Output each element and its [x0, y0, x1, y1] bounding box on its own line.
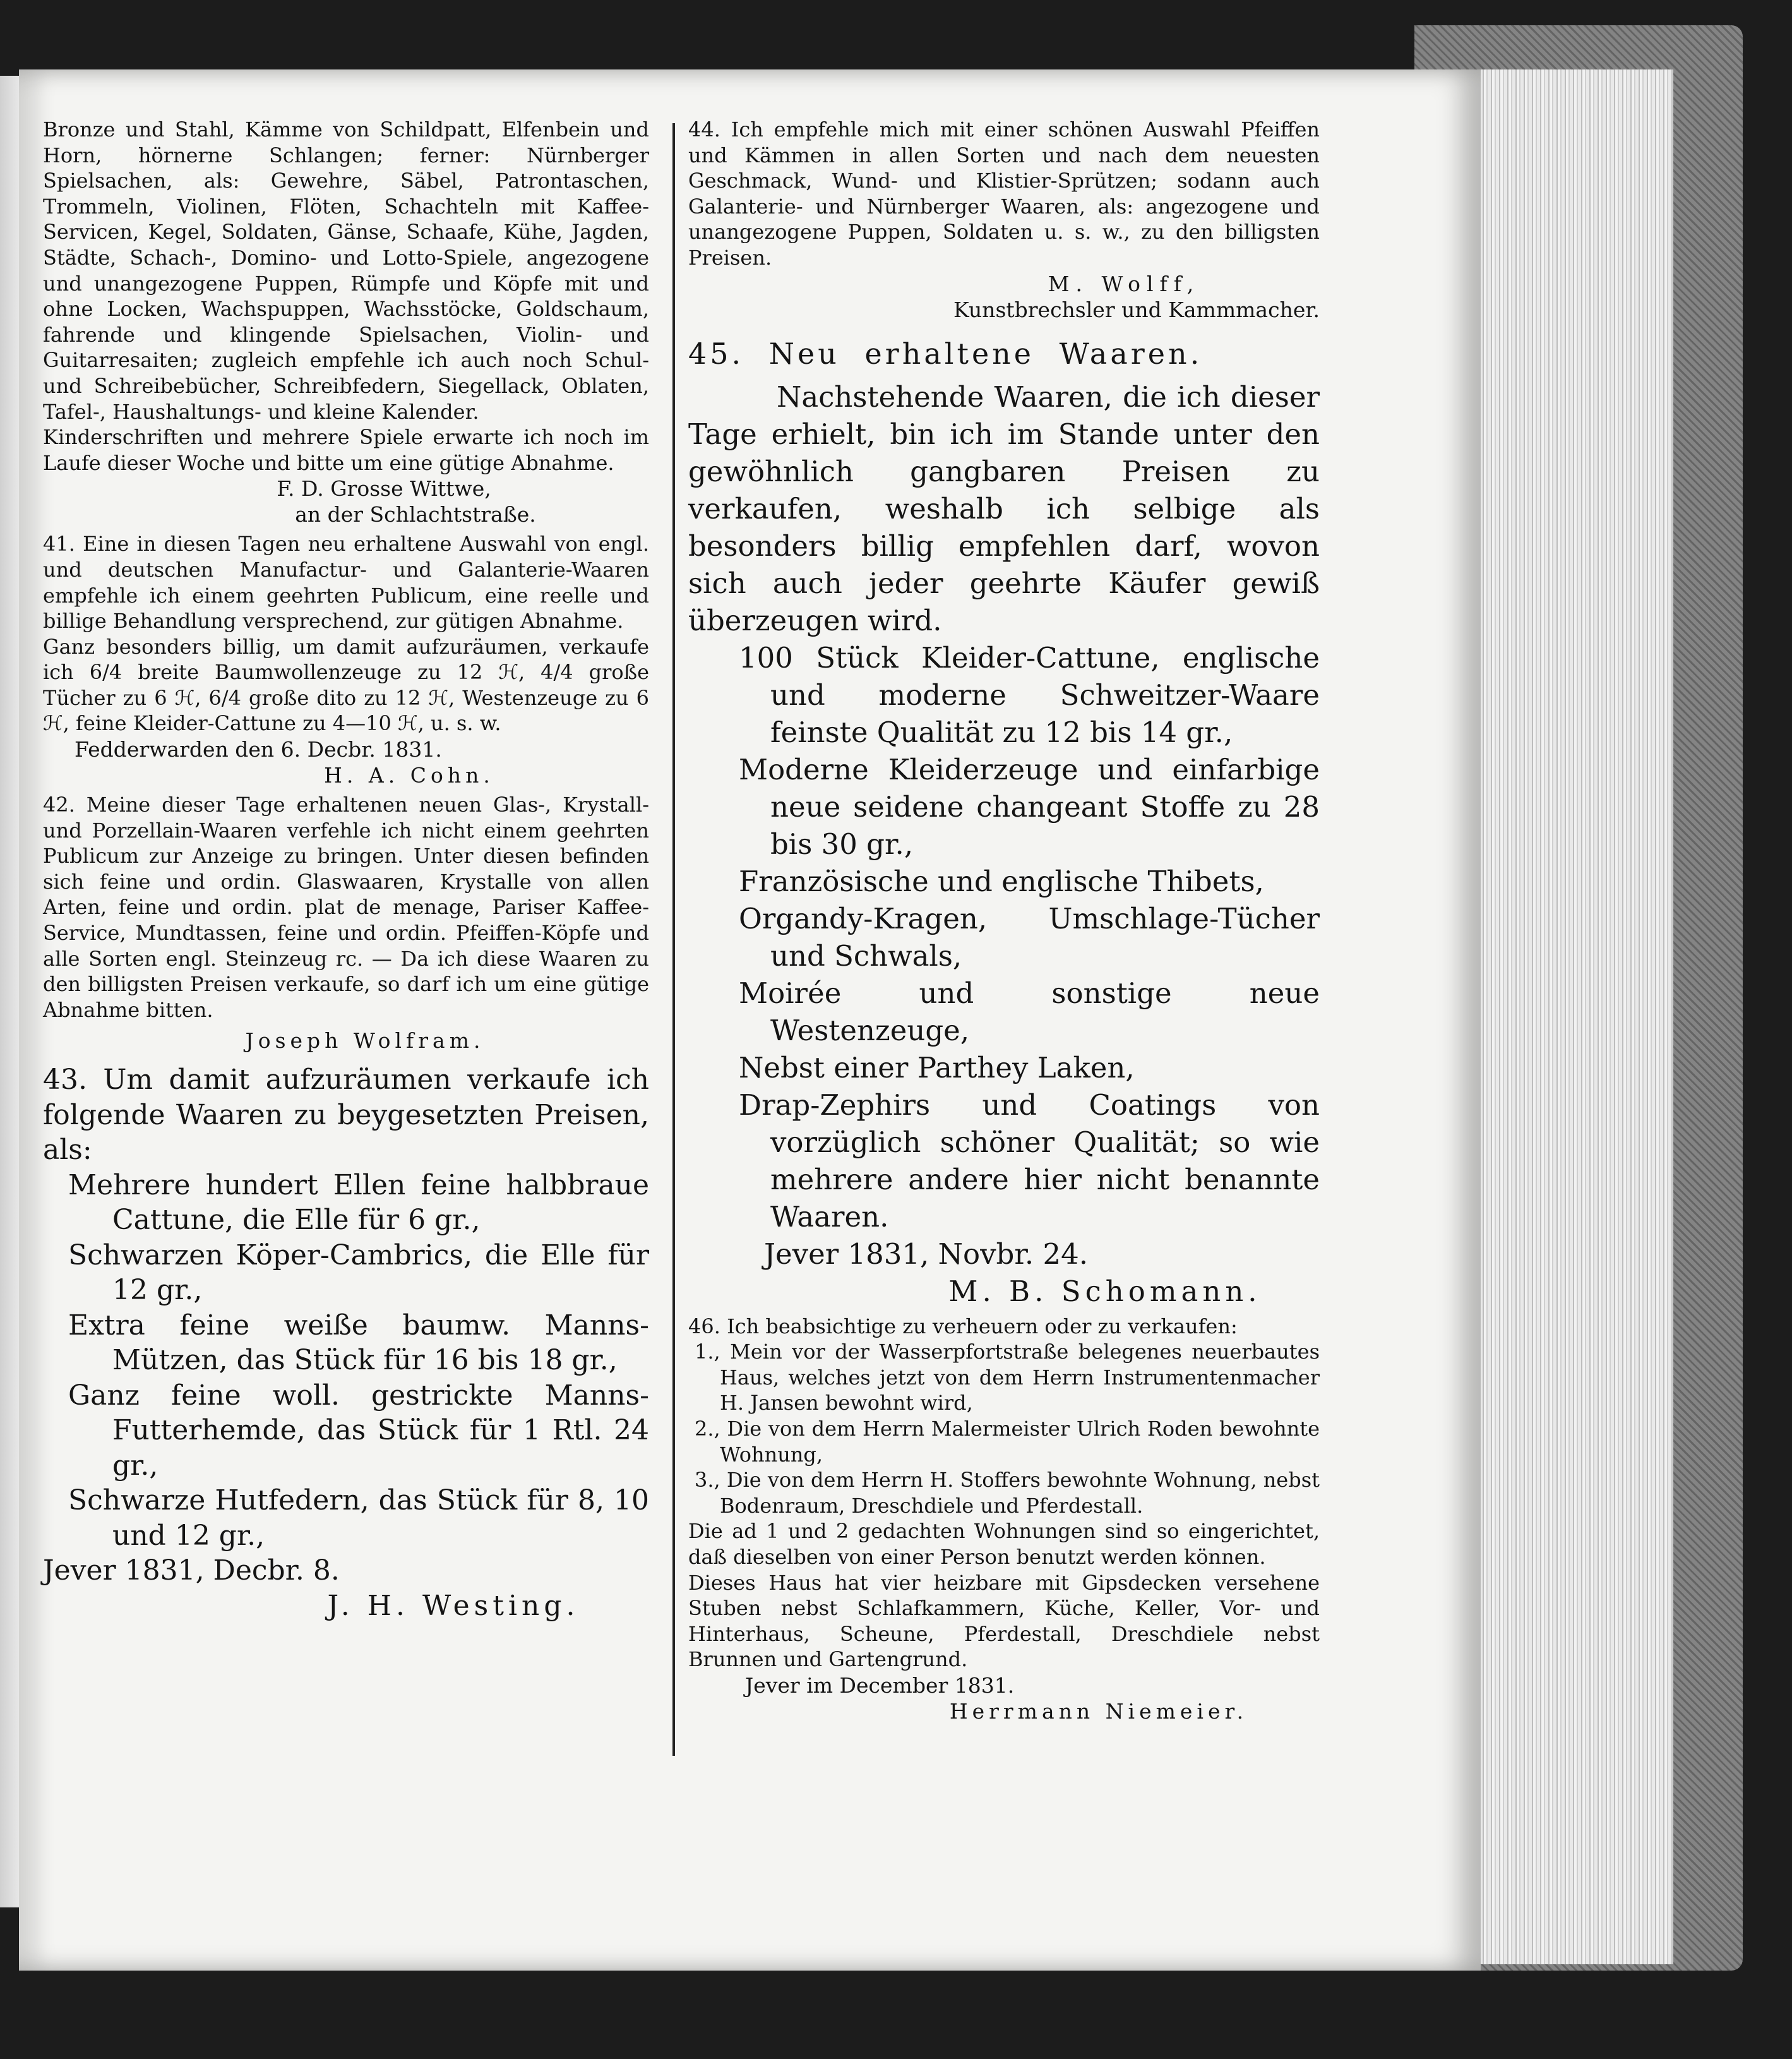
ad-41-text: 41. Eine in diesen Tagen neu erhaltene Auswahl von engl. und deutschen Manufactur- und Galanterie-Waaren empfehle ich einem geehrten Publicum, eine reelle und billige Behandlung versprechend, zur gütigen Abnahme.: [43, 532, 649, 633]
ad-43-signature: J. H. Westing.: [327, 1589, 580, 1622]
page-edges: [1471, 69, 1673, 1964]
ad-43-item-5: Schwarze Hutfedern, das Stück für 8, 10 und 12 gr.,: [68, 1484, 649, 1552]
ad-41-signature: H. A. Cohn.: [324, 763, 494, 788]
continued-ad-text-2: Kinderschriften und mehrere Spiele erwarte ich noch im Laufe dieser Woche und bitte um eine gütige Abnahme.: [43, 425, 649, 475]
ad-43-item-3: Extra feine weiße baumw. Manns-Mützen, das Stück für 16 bis 18 gr.,: [68, 1309, 649, 1377]
ad-46-item-2: 2., Die von dem Herrn Malermeister Ulrich Roden bewohnte Wohnung,: [695, 1416, 1320, 1467]
ad-46-text-2: Die ad 1 und 2 gedachten Wohnungen sind so eingerichtet, daß dieselben von einer Person benutzt werden können.: [688, 1519, 1320, 1569]
ad-45-item-4: Organdy-Kragen, Umschlage-Tücher und Schwals,: [739, 901, 1320, 973]
ad-46-item-3: 3., Die von dem Herrn H. Stoffers bewohnte Wohnung, nebst Bodenraum, Dreschdiele und Pferdestall.: [695, 1468, 1320, 1518]
ad-46-text-3: Dieses Haus hat vier heizbare mit Gipsdecken versehene Stuben nebst Schlafkammern, Küche, Keller, Vor- und Hinterhaus, Scheune, Pferdestall, Dreschdiele nebst Brunnen und Gartengrund.: [688, 1570, 1320, 1672]
ad-46-place-date: Jever im December 1831.: [745, 1672, 1015, 1698]
ad-45-item-7: Drap-Zephirs und Coatings von vorzüglich schöner Qualität; so wie mehrere andere hier nicht benannte Waaren.: [739, 1088, 1320, 1234]
column-rule: [672, 123, 675, 1756]
continued-ad-text: Bronze und Stahl, Kämme von Schildpatt, Elfenbein und Horn, hörnerne Schlangen; ferner: Nürnberger Spielsachen, als: Gewehre, Säbel, Patrontaschen, Trommeln, Violinen, Flöten, Schachteln mit Kaffee-Servicen, Kegel, Soldaten, Gänse, Schaafe, Kühe, Jagden, Städte, Schach-, Domino- und Lotto-Spiele, angezogene und unangezogene Puppen, Rümpfe und Köpfe mit und ohne Locken, Wachspuppen, Wachsstöcke, Goldschaum, fahrende und klingende Spielsachen, Violin- und Guitarresaiten; zugleich empfehle ich auch noch Schul- und Schreibebücher, Schreibfedern, Siegellack, Oblaten, Tafel-, Haushaltungs- und kleine Kalender.: [43, 117, 649, 424]
ad-43-item-1: Mehrere hundert Ellen feine halbbraue Cattune, die Elle für 6 gr.,: [68, 1168, 649, 1237]
ad-45-item-2: Moderne Kleiderzeuge und einfarbige neue seidene changeant Stoffe zu 28 bis 30 gr.,: [739, 752, 1320, 861]
ad-44-signature: M. Wolff,: [1048, 271, 1200, 296]
ad-42-text: 42. Meine dieser Tage erhaltenen neuen Glas-, Krystall- und Porzellain-Waaren verfehle ich nicht einem geehrten Publicum zur Anzeige zu bringen. Unter diesen befinden sich feine und ordin. Glaswaaren, Krystalle von allen Arten, feine und ordin. plat de menage, Pariser Kaffee-Service, Mundtassen, feine und ordin. Pfeiffen-Köpfe und alle Sorten engl. Steinzeug rc. — Da ich diese Waaren zu den billigsten Preisen verkaufe, so darf ich um eine gütige Abnahme bitten.: [43, 793, 649, 1022]
ad-44-trade: Kunstbrechsler und Kammmacher.: [953, 297, 1320, 322]
ad-41-prices: Ganz besonders billig, um damit aufzuräumen, verkaufe ich 6/4 breite Baumwollenzeuge zu 12 ℋ, 4/4 große Tücher zu 6 ℋ, 6/4 große dito zu 12 ℋ, Westenzeuge zu 6 ℋ, feine Kleider-Cattune zu 4—10 ℋ, u. s. w.: [43, 634, 649, 736]
ad-45-title: 45. Neu erhaltene Waaren.: [688, 336, 1203, 371]
ad-45-place-date: Jever 1831, Novbr. 24.: [764, 1237, 1089, 1271]
ad-45-item-1: 100 Stück Kleider-Cattune, englische und moderne Schweitzer-Waare feinste Qualität zu 12 bis 14 gr.,: [739, 640, 1320, 749]
ad-42-signature: Joseph Wolfram.: [245, 1028, 485, 1054]
ad-45-item-6: Nebst einer Parthey Laken,: [739, 1050, 1135, 1084]
ad-45-item-3: Französische und englische Thibets,: [739, 864, 1264, 898]
right-column: [688, 117, 1320, 1724]
ad-43-intro: 43. Um damit aufzuräumen verkaufe ich folgende Waaren zu beygesetzten Preisen, als:: [43, 1064, 649, 1167]
ad-44-text: 44. Ich empfehle mich mit einer schönen Auswahl Pfeiffen und Kämmen in allen Sorten und nach dem neuesten Geschmack, Wund- und Klistier-Sprützen; sodann auch Galanterie- und Nürnberger Waaren, als: angezogene und unangezogene Puppen, Soldaten u. s. w., zu den billigsten Preisen.: [688, 117, 1320, 270]
ad-46-intro: 46. Ich beabsichtige zu verheuern oder zu verkaufen:: [688, 1314, 1238, 1338]
ad-41-place-date: Fedderwarden den 6. Decbr. 1831.: [75, 737, 442, 762]
ad-43-item-2: Schwarzen Köper-Cambrics, die Elle für 12 gr.,: [68, 1239, 649, 1307]
ad-45-item-5: Moirée und sonstige neue Westenzeuge,: [739, 976, 1320, 1047]
ad-46-item-1: 1., Mein vor der Wasserpfortstraße belegenes neuerbautes Haus, welches jetzt von dem Herrn Instrumentenmacher H. Jansen bewohnt wird,: [695, 1340, 1320, 1415]
ad-46-signature: Herrmann Niemeier.: [949, 1698, 1248, 1724]
signature-grosse: F. D. Grosse Wittwe,: [277, 476, 491, 501]
signature-address: an der Schlachtstraße.: [295, 502, 536, 527]
left-column: [43, 117, 649, 1623]
ad-43-place-date: Jever 1831, Decbr. 8.: [43, 1554, 340, 1587]
ad-43-item-4: Ganz feine woll. gestrickte Manns-Futterhemde, das Stück für 1 Rtl. 24 gr.,: [68, 1379, 649, 1482]
ad-45-text: Nachstehende Waaren, die ich dieser Tage erhielt, bin ich im Stande unter den gewöhnlich gangbaren Preisen zu verkaufen, weshalb ich selbige als besonders billig empfehlen darf, wovon sich auch jeder geehrte Käufer gewiß überzeugen wird.: [688, 380, 1320, 637]
ad-45-signature: M. B. Schomann.: [948, 1274, 1262, 1308]
